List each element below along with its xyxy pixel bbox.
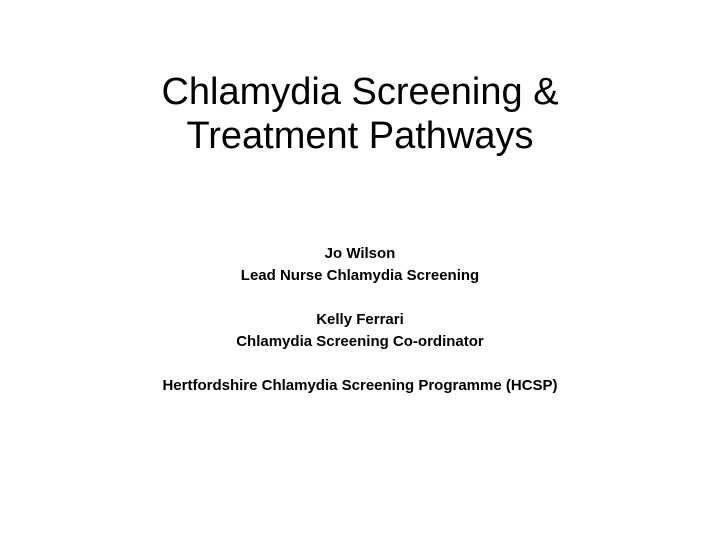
organisation-name: Hertfordshire Chlamydia Screening Programme (HCSP) — [162, 377, 558, 394]
presenter-block — [40, 243, 680, 397]
title-line-1: Chlamydia Screening & — [161, 71, 559, 113]
presenter-role-2: Chlamydia Screening Co-ordinator — [236, 333, 484, 350]
presenter-name-1: Jo Wilson — [324, 245, 396, 262]
spacer — [40, 287, 680, 309]
title-line-2: Treatment Pathways — [186, 115, 534, 157]
presenter-role-1: Lead Nurse Chlamydia Screening — [240, 267, 480, 284]
spacer — [40, 353, 680, 375]
slide-title — [60, 70, 660, 158]
presenter-name-2: Kelly Ferrari — [316, 311, 404, 328]
